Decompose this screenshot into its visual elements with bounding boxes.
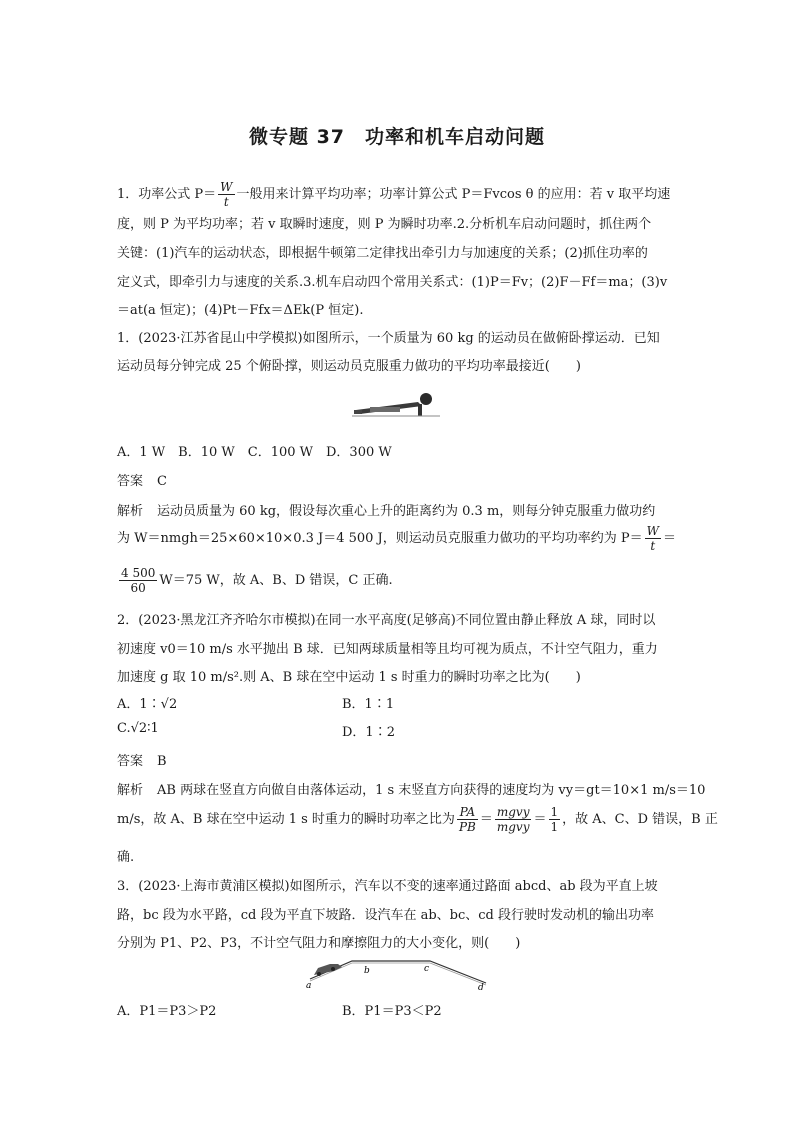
q2-analysis-line-3: 确.: [117, 850, 135, 865]
fraction-numerator: mgvy: [496, 805, 530, 819]
q2-option-c: C.√2∶1: [117, 721, 159, 736]
fraction-numerator: PA: [457, 805, 478, 820]
q2-analysis-line-2: [117, 805, 718, 834]
fraction-numerator: 1: [550, 805, 559, 819]
q1-analysis-line-1: [117, 500, 655, 519]
intro-line-4: 定义式，即牵引力与速度的关系.3.机车启动四个常用关系式：(1)P＝Fv；(2)F－Ff＝ma；(3)v: [117, 275, 668, 290]
analysis-text: 运动员质量为 60 kg，假设每次重心上升的距离约为 0.3 m，则每分钟克服重力做功约: [157, 504, 656, 519]
answer-value: C: [157, 474, 167, 489]
q1-stem-line-1: 1．(2023·江苏省昆山中学模拟)如图所示，一个质量为 60 kg 的运动员在做俯卧撑运动．已知: [117, 331, 660, 346]
analysis-text: 为 W＝nmgh＝25×60×10×0.3 J＝4 500 J，则运动员克服重力做功的平均功率约为 P＝: [117, 531, 643, 546]
intro-line-1: [117, 180, 670, 209]
fraction-numerator: 4 500: [121, 566, 156, 580]
pushup-figure: [352, 392, 440, 418]
q2-option-b: B．1∶1: [342, 697, 395, 712]
intro-line-2: 度，则 P 为平均功率；若 v 取瞬时速度，则 P 为瞬时功率.2.分析机车启动问题时，抓住两个: [117, 217, 652, 232]
q2-analysis-line-1: [117, 779, 705, 798]
q3-stem-line-3: 分别为 P1、P2、P3，不计空气阻力和摩擦阻力的大小变化，则( ): [117, 936, 521, 951]
q2-stem-line-3: 加速度 g 取 10 m/s².则 A、B 球在空中运动 1 s 时重力的瞬时功率之比为( ): [117, 670, 581, 685]
analysis-text: AB 两球在竖直方向做自由落体运动，1 s 末竖直方向获得的速度均为 vy＝gt＝10×1 m/s＝10: [157, 783, 706, 798]
fraction-denominator: 60: [130, 581, 146, 595]
fraction-denominator: t: [223, 195, 229, 209]
q3-stem-line-2: 路，bc 段为水平路，cd 段为平直下坡路．设汽车在 ab、bc、cd 段行驶时发动机的输出功率: [117, 908, 655, 923]
q1-options: A．1 W B．10 W C．100 W D．300 W: [117, 445, 392, 460]
q3-option-a: A．P1＝P3＞P2: [117, 1004, 217, 1019]
fraction-denominator: 1: [550, 820, 559, 834]
answer-value: B: [157, 754, 167, 769]
point-label-c: c: [424, 964, 430, 974]
fraction-numerator: W: [646, 524, 659, 538]
analysis-text: ＝: [663, 531, 677, 546]
q2-stem-line-2: 初速度 v0＝10 m/s 水平抛出 B 球．已知两球质量相等且均可视为质点，不计空气阻力，重力: [117, 642, 658, 657]
point-label-d: d: [478, 983, 484, 991]
answer-label: 答案: [117, 754, 144, 769]
fraction: [549, 805, 561, 834]
q2-option-a: A．1∶√2: [117, 697, 178, 712]
point-label-a: a: [306, 981, 312, 991]
fraction: [119, 566, 157, 595]
point-label-b: b: [364, 966, 370, 976]
fraction-numerator: W: [220, 180, 233, 194]
analysis-label: 解析: [117, 504, 144, 519]
q1-stem-line-2: 运动员每分钟完成 25 个俯卧撑，则运动员克服重力做功的平均功率最接近( ): [117, 359, 581, 374]
intro-text: 一般用来计算平均功率；功率计算公式 P＝Fvcos θ 的应用：若 v 取平均速: [236, 187, 671, 202]
road-figure: [300, 953, 492, 991]
q2-stem-line-1: 2．(2023·黑龙江齐齐哈尔市模拟)在同一水平高度(足够高)不同位置由静止释放 A 球，同时以: [117, 613, 656, 628]
q1-analysis-line-3: [117, 566, 393, 595]
q1-answer: [117, 470, 167, 489]
car-icon: [314, 964, 342, 976]
fraction: [457, 805, 478, 834]
q1-analysis-line-2: [117, 524, 676, 553]
analysis-label: 解析: [117, 783, 144, 798]
fraction-denominator: mgvy: [496, 820, 530, 834]
page-title: 微专题 37 功率和机车启动问题: [248, 126, 546, 148]
fraction: [495, 805, 532, 834]
fraction-denominator: t: [650, 539, 656, 553]
equals-sign: ＝: [533, 812, 547, 827]
equals-sign: ＝: [479, 812, 493, 827]
q3-stem-line-1: 3．(2023·上海市黄浦区模拟)如图所示，汽车以不变的速率通过路面 abcd、ab 段为平直上坡: [117, 879, 658, 894]
analysis-text: W＝75 W，故 A、B、D 错误，C 正确.: [159, 573, 393, 588]
intro-line-3: 关键：(1)汽车的运动状态，即根据牛顿第二定律找出牵引力与加速度的关系；(2)抓住功率的: [117, 246, 648, 261]
q2-option-d: D．1∶2: [342, 725, 395, 740]
intro-text: 1．功率公式 P＝: [117, 187, 217, 202]
fraction: [645, 524, 661, 553]
answer-label: 答案: [117, 474, 144, 489]
intro-line-5: ＝at(a 恒定)；(4)Pt－Ffx＝ΔEk(P 恒定).: [117, 303, 364, 318]
q3-option-b: B．P1＝P3＜P2: [342, 1004, 442, 1019]
fraction-denominator: PB: [458, 820, 476, 834]
fraction: [218, 180, 234, 209]
q2-answer: [117, 750, 167, 769]
analysis-text: ，故 A、C、D 错误，B 正: [562, 812, 718, 827]
analysis-text: m/s，故 A、B 球在空中运动 1 s 时重力的瞬时功率之比为: [117, 812, 455, 827]
